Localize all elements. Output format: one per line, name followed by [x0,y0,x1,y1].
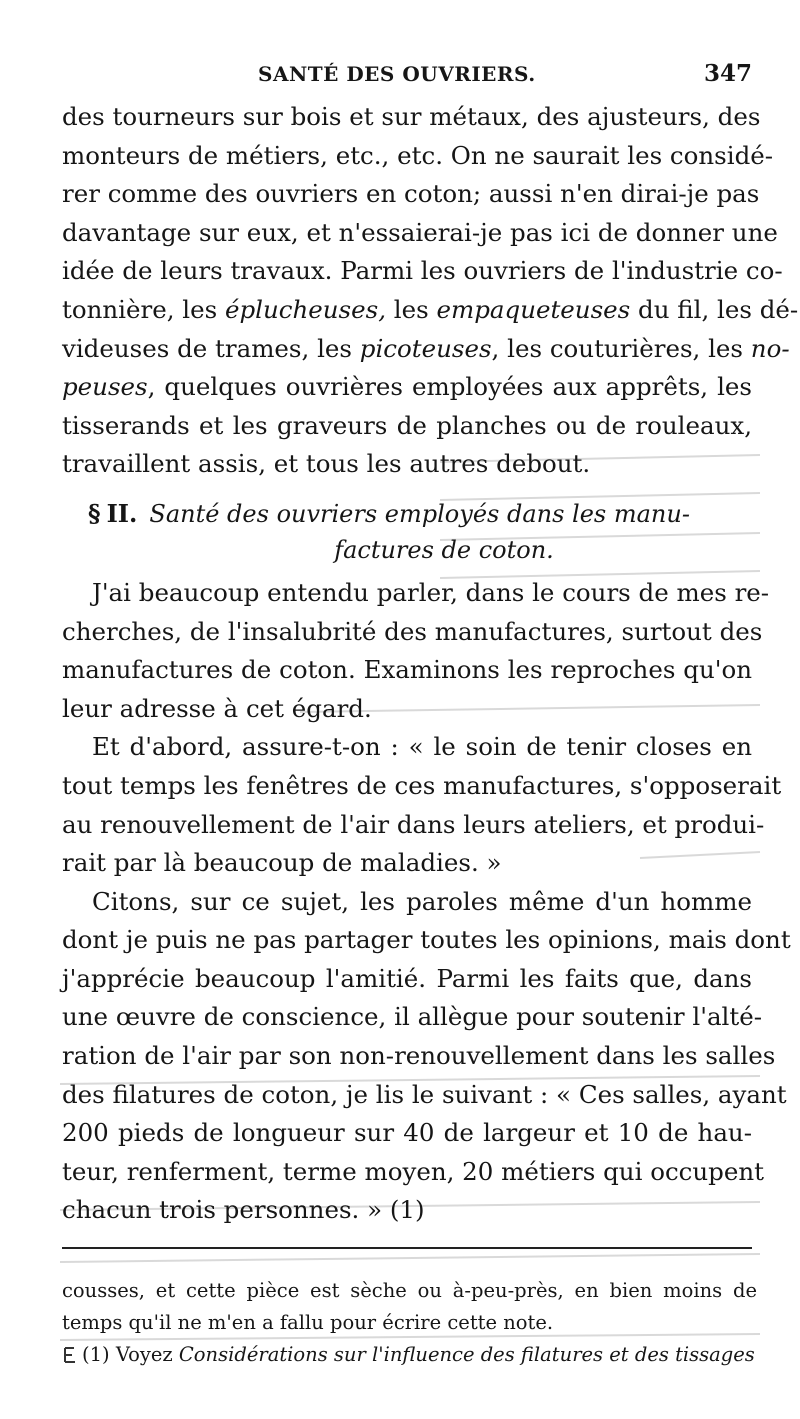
text-line: manufactures de coton. Examinons les reproches qu'on [62,655,752,685]
section-number: II. [106,498,138,528]
text-line: dont je puis ne pas partager toutes les opinions, mais dont [62,925,791,955]
text-line: idée de leurs travaux. Parmi les ouvriers de l'industrie co- [62,256,783,286]
page-number: 347 [703,60,752,87]
text-line [62,368,752,407]
text-line: Citons, sur ce sujet, les paroles même d'un homme [92,886,752,916]
text-line: monteurs de métiers, etc., etc. On ne saurait les considé- [62,140,774,170]
spacer [62,484,752,496]
text-run: , quelques ouvrières employées aux apprêts, les [147,372,752,402]
footnote-citation: Considérations sur l'influence des filatures et des tissages [178,1343,755,1366]
text-line: tout temps les fenêtres de ces manufactures, s'opposerait [62,770,782,800]
text-line: 200 pieds de longueur sur 40 de largeur et 10 de hau- [62,1118,752,1148]
text-run: les [386,294,437,324]
text-line: ration de l'air par son non-renouvellement dans les salles [62,1041,776,1071]
text-run: videuses de trames, les [62,333,360,363]
section-heading [62,496,752,532]
section-title-line2: factures de coton. [334,535,554,564]
text-line [62,330,790,369]
footnote-line [62,1339,757,1371]
text-line: chacun trois personnes. » (1) [62,1195,425,1225]
section-mark: § [88,498,101,528]
text-line: j'apprécie beaucoup l'amitié. Parmi les faits que, dans [62,963,752,993]
text-line: cherches, de l'insalubrité des manufactures, surtout des [62,616,763,646]
text-line: des tourneurs sur bois et sur métaux, des ajusteurs, des [62,102,761,131]
text-line: au renouvellement de l'air dans leurs ateliers, et produi- [62,809,765,839]
italic-term: éplucheuses, [224,294,386,324]
text-line: rer comme des ouvriers en coton; aussi n'en dirai-je pas [62,179,760,209]
footnote-line: temps qu'il ne m'en a fallu pour écrire cette note. [62,1311,554,1334]
text-line: des filatures de coton, je lis le suivant : « Ces salles, ayant [62,1079,787,1109]
text-line: J'ai beaucoup entendu parler, dans le cours de mes re- [92,577,770,607]
footnotes [62,1275,757,1371]
text-run: tonnière, les [62,294,225,324]
text-line: teur, renferment, terme moyen, 20 métiers qui occupent [62,1156,764,1186]
text-run: du fil, les dé- [630,294,799,324]
footnote-rule [62,1247,752,1249]
italic-term: no- [750,333,790,363]
signature-mark-icon [62,1339,82,1371]
footnote-ref: (1) Voyez [82,1343,179,1366]
text-line: Et d'abord, assure-t-on : « le soin de tenir closes en [92,732,752,762]
running-title: SANTÉ DES OUVRIERS. [258,62,536,86]
text-line: leur adresse à cet égard. [62,693,372,723]
running-head [62,60,752,90]
body-text [62,98,799,1230]
text-line: rait par là beaucoup de maladies. » [62,848,502,878]
text-line [62,291,799,330]
italic-term: peuses [62,372,148,402]
text-line: tisserands et les graveurs de planches ou de rouleaux, [62,410,752,440]
text-line: travaillent assis, et tous les autres debout. [62,449,591,479]
text-run: , les couturières, les [491,333,751,363]
section-title-line1: Santé des ouvriers employés dans les manu- [149,499,690,528]
italic-term: picoteuses [359,333,492,363]
text-line: une œuvre de conscience, il allègue pour soutenir l'alté- [62,1002,763,1032]
italic-term: empaqueteuses [436,294,631,324]
footnote-line: cousses, et cette pièce est sèche ou à-peu-près, en bien moins de [62,1279,757,1302]
text-line: davantage sur eux, et n'essaierai-je pas ici de donner une [62,217,778,247]
